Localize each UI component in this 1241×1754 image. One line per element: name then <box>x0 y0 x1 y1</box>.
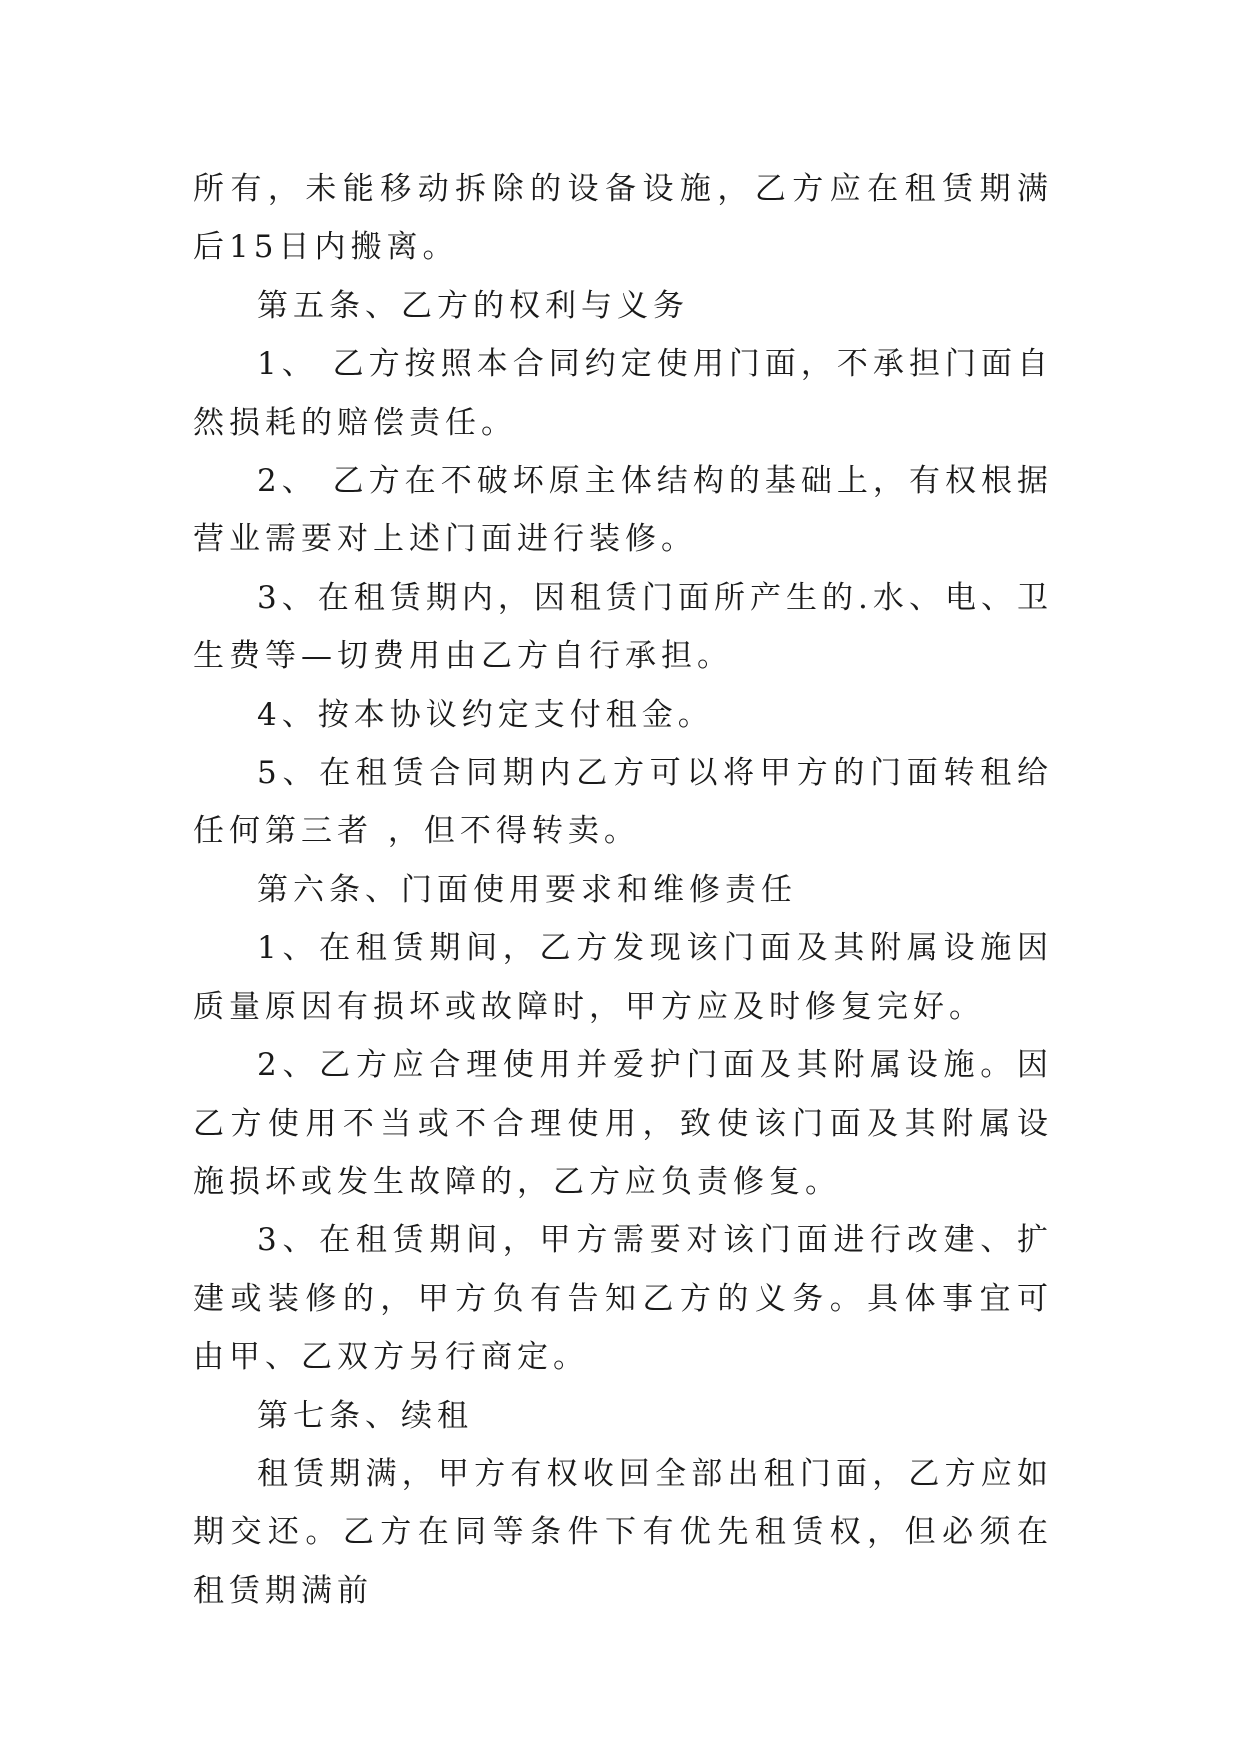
article-5-heading: 第五条、乙方的权利与义务 <box>257 287 689 324</box>
document-page <box>193 160 1053 1620</box>
article-7-heading: 第七条、续租 <box>257 1397 473 1434</box>
article-5-item-2: 2、 乙方在不破坏原主体结构的基础上，有权根据营业需要对上述门面进行装修。 <box>193 463 1053 558</box>
article-7-paragraph: 租赁期满，甲方有权收回全部出租门面，乙方应如期交还。乙方在同等条件下有优先租赁权，但必须在租赁期满前 <box>193 1455 1053 1609</box>
article-6-item-3: 3、在租赁期间，甲方需要对该门面进行改建、扩建或装修的，甲方负有告知乙方的义务。具体事宜可由甲、乙双方另行商定。 <box>193 1222 1053 1376</box>
article-6-item-1: 1、在租赁期间，乙方发现该门面及其附属设施因质量原因有损坏或故障时，甲方应及时修复完好。 <box>193 930 1053 1025</box>
article-6-heading: 第六条、门面使用要求和维修责任 <box>257 871 797 908</box>
article-5-item-1: 1、 乙方按照本合同约定使用门面，不承担门面自然损耗的赔偿责任。 <box>193 346 1053 441</box>
article-5-item-5: 5、在租赁合同期内乙方可以将甲方的门面转租给任何第三者 ，但不得转卖。 <box>193 755 1053 850</box>
article-5-item-3: 3、在租赁期内，因租赁门面所产生的.水、电、卫生费等—切费用由乙方自行承担。 <box>193 579 1053 675</box>
article-6-item-2: 2、乙方应合理使用并爱护门面及其附属设施。因乙方使用不当或不合理使用，致使该门面及其附属设施损坏或发生故障的，乙方应负责修复。 <box>193 1047 1053 1200</box>
article-5-item-4: 4、按本协议约定支付租金。 <box>257 696 714 733</box>
paragraph-continuation: 所有，未能移动拆除的设备设施，乙方应在租赁期满后15日内搬离。 <box>193 171 1053 266</box>
